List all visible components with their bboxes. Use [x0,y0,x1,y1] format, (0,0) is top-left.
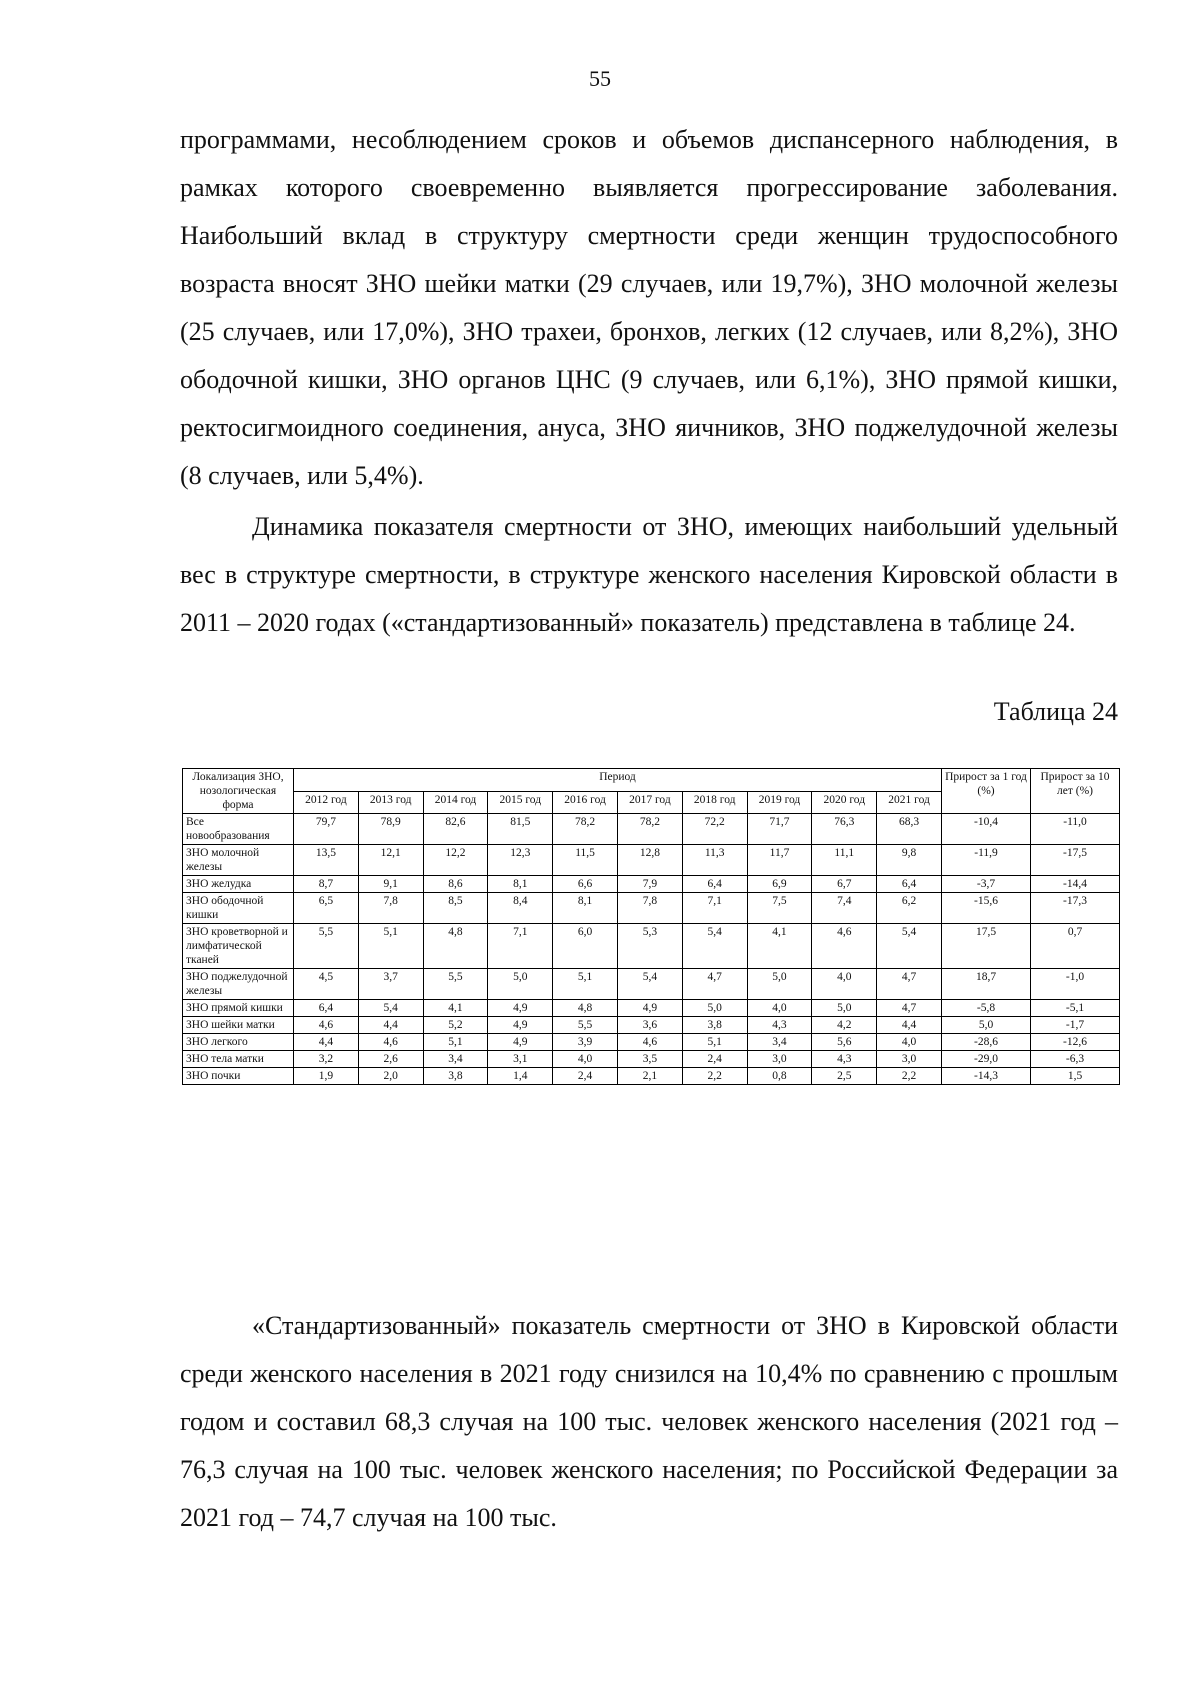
table-cell: 4,9 [488,1000,553,1017]
table-cell: 7,4 [812,893,877,924]
table-body [183,814,1120,1085]
header-year: 2020 год [812,791,877,814]
header-growth-1-year: Прирост за 1 год (%) [942,769,1031,814]
table-row [183,845,1120,876]
paragraph-1 [180,116,1118,500]
table-cell: 6,0 [553,924,618,969]
table-cell: 6,2 [877,893,942,924]
paragraph-2 [180,503,1118,647]
row-label: ЗНО прямой кишки [183,1000,294,1017]
table-cell: 82,6 [423,814,488,845]
table-cell: 8,6 [423,876,488,893]
header-year: 2016 год [553,791,618,814]
table-row [183,924,1120,969]
header-year: 2018 год [682,791,747,814]
table-cell: 4,6 [294,1017,359,1034]
header-localization: Локализация ЗНО, нозологическая форма [183,769,294,814]
table-cell: 4,8 [423,924,488,969]
table-cell: 12,8 [617,845,682,876]
table-cell: 5,0 [682,1000,747,1017]
table-cell: 3,4 [747,1034,812,1051]
table-cell: 3,5 [617,1051,682,1068]
page-number: 55 [589,66,611,91]
table-cell: 5,5 [423,969,488,1000]
table-cell: 3,4 [423,1051,488,1068]
table-cell: 12,1 [358,845,423,876]
header-year: 2017 год [617,791,682,814]
table-cell: 4,2 [812,1017,877,1034]
table-cell: 68,3 [877,814,942,845]
table-row [183,1017,1120,1034]
table-cell: 5,6 [812,1034,877,1051]
header-year: 2019 год [747,791,812,814]
table-cell: 2,2 [877,1068,942,1085]
growth-1-year-cell: 18,7 [942,969,1031,1000]
row-label: ЗНО шейки матки [183,1017,294,1034]
growth-1-year-cell: -11,9 [942,845,1031,876]
table-cell: 5,1 [423,1034,488,1051]
paragraph-2-text: Динамика показателя смертности от ЗНО, имеющих наибольший удельный вес в структуре смертности, в структуре женского населения Кировской области в 2011 – 2020 годах («стандартизованный» показатель) представлена в таблице 24. [180,512,1118,637]
paragraph-3 [180,1302,1118,1542]
table-row [183,1051,1120,1068]
table-cell: 6,7 [812,876,877,893]
table-cell: 5,5 [553,1017,618,1034]
table-cell: 3,1 [488,1051,553,1068]
table-cell: 4,6 [812,924,877,969]
table-cell: 4,7 [877,1000,942,1017]
table-cell: 5,4 [682,924,747,969]
table-cell: 6,9 [747,876,812,893]
row-label: ЗНО ободочной кишки [183,893,294,924]
row-label: Все новообразования [183,814,294,845]
growth-1-year-cell: 17,5 [942,924,1031,969]
table-row [183,1034,1120,1051]
table-cell: 4,7 [682,969,747,1000]
table-cell: 4,5 [294,969,359,1000]
table-cell: 3,7 [358,969,423,1000]
table-cell: 11,3 [682,845,747,876]
growth-1-year-cell: -29,0 [942,1051,1031,1068]
table-cell: 4,3 [812,1051,877,1068]
table-cell: 13,5 [294,845,359,876]
table-row [183,893,1120,924]
table-cell: 4,3 [747,1017,812,1034]
table-cell: 8,4 [488,893,553,924]
row-label: ЗНО почки [183,1068,294,1085]
table-row [183,814,1120,845]
growth-10-years-cell: -11,0 [1031,814,1120,845]
table-cell: 3,6 [617,1017,682,1034]
table-cell: 11,1 [812,845,877,876]
table-row [183,1068,1120,1085]
growth-1-year-cell: -28,6 [942,1034,1031,1051]
table-cell: 4,7 [877,969,942,1000]
row-label: ЗНО молочной железы [183,845,294,876]
table-cell: 4,1 [747,924,812,969]
table-cell: 5,0 [488,969,553,1000]
growth-10-years-cell: 1,5 [1031,1068,1120,1085]
header-year: 2014 год [423,791,488,814]
table-cell: 4,8 [553,1000,618,1017]
table-cell: 3,8 [423,1068,488,1085]
table-cell: 4,0 [812,969,877,1000]
table-cell: 5,1 [553,969,618,1000]
table-cell: 4,0 [553,1051,618,1068]
paragraph-1-text: программами, несоблюдением сроков и объемов диспансерного наблюдения, в рамках которого своевременно выявляется прогрессирование заболевания. Наибольший вклад в структуру смертности среди женщин трудоспособного возраста вносят ЗНО шейки матки (29 случаев, или 19,7%), ЗНО молочной железы (25 случаев, или 17,0%), ЗНО трахеи, бронхов, легких (12 случаев, или 8,2%), ЗНО ободочной кишки, ЗНО органов ЦНС (9 случаев, или 6,1%), ЗНО прямой кишки, ректосигмоидного соединения, ануса, ЗНО яичников, ЗНО поджелудочной железы (8 случаев, или 5,4%). [180,125,1118,490]
growth-10-years-cell: -1,0 [1031,969,1120,1000]
table-cell: 2,4 [682,1051,747,1068]
growth-1-year-cell: -3,7 [942,876,1031,893]
table-row [183,969,1120,1000]
table-cell: 6,6 [553,876,618,893]
table-cell: 7,9 [617,876,682,893]
header-growth-10-years: Прирост за 10 лет (%) [1031,769,1120,814]
table-cell: 76,3 [812,814,877,845]
growth-10-years-cell: -17,5 [1031,845,1120,876]
table-cell: 6,5 [294,893,359,924]
table-cell: 6,4 [682,876,747,893]
row-label: ЗНО легкого [183,1034,294,1051]
table-cell: 4,6 [358,1034,423,1051]
table-cell: 78,2 [553,814,618,845]
table-cell: 6,4 [877,876,942,893]
table-cell: 8,1 [488,876,553,893]
table-cell: 5,1 [682,1034,747,1051]
table-cell: 2,0 [358,1068,423,1085]
table-cell: 72,2 [682,814,747,845]
table-cell: 3,9 [553,1034,618,1051]
table-cell: 5,2 [423,1017,488,1034]
row-label: ЗНО поджелудочной железы [183,969,294,1000]
mortality-table [182,768,1120,1085]
table-cell: 5,1 [358,924,423,969]
table-cell: 4,9 [488,1017,553,1034]
table-cell: 3,0 [877,1051,942,1068]
table-cell: 7,1 [488,924,553,969]
table-cell: 2,6 [358,1051,423,1068]
table-cell: 8,5 [423,893,488,924]
row-label: ЗНО кроветворной и лимфатической тканей [183,924,294,969]
table-cell: 79,7 [294,814,359,845]
table-cell: 4,4 [877,1017,942,1034]
table-cell: 2,4 [553,1068,618,1085]
table-cell: 8,7 [294,876,359,893]
table-cell: 7,5 [747,893,812,924]
header-year: 2021 год [877,791,942,814]
table-cell: 1,4 [488,1068,553,1085]
table-cell: 12,2 [423,845,488,876]
table-cell: 4,6 [617,1034,682,1051]
row-label: ЗНО желудка [183,876,294,893]
table-cell: 0,8 [747,1068,812,1085]
growth-10-years-cell: -12,6 [1031,1034,1120,1051]
table-header-row [183,769,1120,792]
table-cell: 78,2 [617,814,682,845]
growth-10-years-cell: -17,3 [1031,893,1120,924]
table-cell: 9,8 [877,845,942,876]
growth-1-year-cell: -15,6 [942,893,1031,924]
growth-1-year-cell: -14,3 [942,1068,1031,1085]
table-cell: 12,3 [488,845,553,876]
table-cell: 4,4 [358,1017,423,1034]
table-cell: 4,1 [423,1000,488,1017]
table-cell: 81,5 [488,814,553,845]
table-caption: Таблица 24 [993,697,1118,726]
row-label: ЗНО тела матки [183,1051,294,1068]
growth-10-years-cell: -1,7 [1031,1017,1120,1034]
table-cell: 11,7 [747,845,812,876]
table-cell: 4,4 [294,1034,359,1051]
header-period: Период [294,769,942,792]
table-row [183,876,1120,893]
table-cell: 2,1 [617,1068,682,1085]
header-year: 2013 год [358,791,423,814]
table-cell: 5,0 [812,1000,877,1017]
table-cell: 6,4 [294,1000,359,1017]
growth-10-years-cell: -6,3 [1031,1051,1120,1068]
table-cell: 5,3 [617,924,682,969]
table-cell: 5,4 [877,924,942,969]
table-cell: 5,4 [358,1000,423,1017]
table-cell: 7,1 [682,893,747,924]
table-cell: 3,8 [682,1017,747,1034]
table-cell: 3,0 [747,1051,812,1068]
table-cell: 4,9 [617,1000,682,1017]
table-row [183,1000,1120,1017]
table-cell: 2,2 [682,1068,747,1085]
growth-10-years-cell: -5,1 [1031,1000,1120,1017]
table-cell: 71,7 [747,814,812,845]
growth-1-year-cell: -10,4 [942,814,1031,845]
table-cell: 4,0 [877,1034,942,1051]
table-cell: 7,8 [358,893,423,924]
table-cell: 5,5 [294,924,359,969]
growth-10-years-cell: -14,4 [1031,876,1120,893]
table-cell: 4,0 [747,1000,812,1017]
table-cell: 5,4 [617,969,682,1000]
table-cell: 9,1 [358,876,423,893]
growth-1-year-cell: 5,0 [942,1017,1031,1034]
table-cell: 5,0 [747,969,812,1000]
table-cell: 11,5 [553,845,618,876]
growth-10-years-cell: 0,7 [1031,924,1120,969]
header-year: 2015 год [488,791,553,814]
header-year: 2012 год [294,791,359,814]
table-cell: 8,1 [553,893,618,924]
growth-1-year-cell: -5,8 [942,1000,1031,1017]
table-cell: 4,9 [488,1034,553,1051]
table-cell: 3,2 [294,1051,359,1068]
paragraph-3-text: «Стандартизованный» показатель смертности от ЗНО в Кировской области среди женского населения в 2021 году снизился на 10,4% по сравнению с прошлым годом и составил 68,3 случая на 100 тыс. человек женского населения (2021 год – 76,3 случая на 100 тыс. человек женского населения; по Российской Федерации за 2021 год – 74,7 случая на 100 тыс. [180,1311,1118,1532]
table-cell: 78,9 [358,814,423,845]
table-cell: 2,5 [812,1068,877,1085]
table-cell: 7,8 [617,893,682,924]
table-cell: 1,9 [294,1068,359,1085]
